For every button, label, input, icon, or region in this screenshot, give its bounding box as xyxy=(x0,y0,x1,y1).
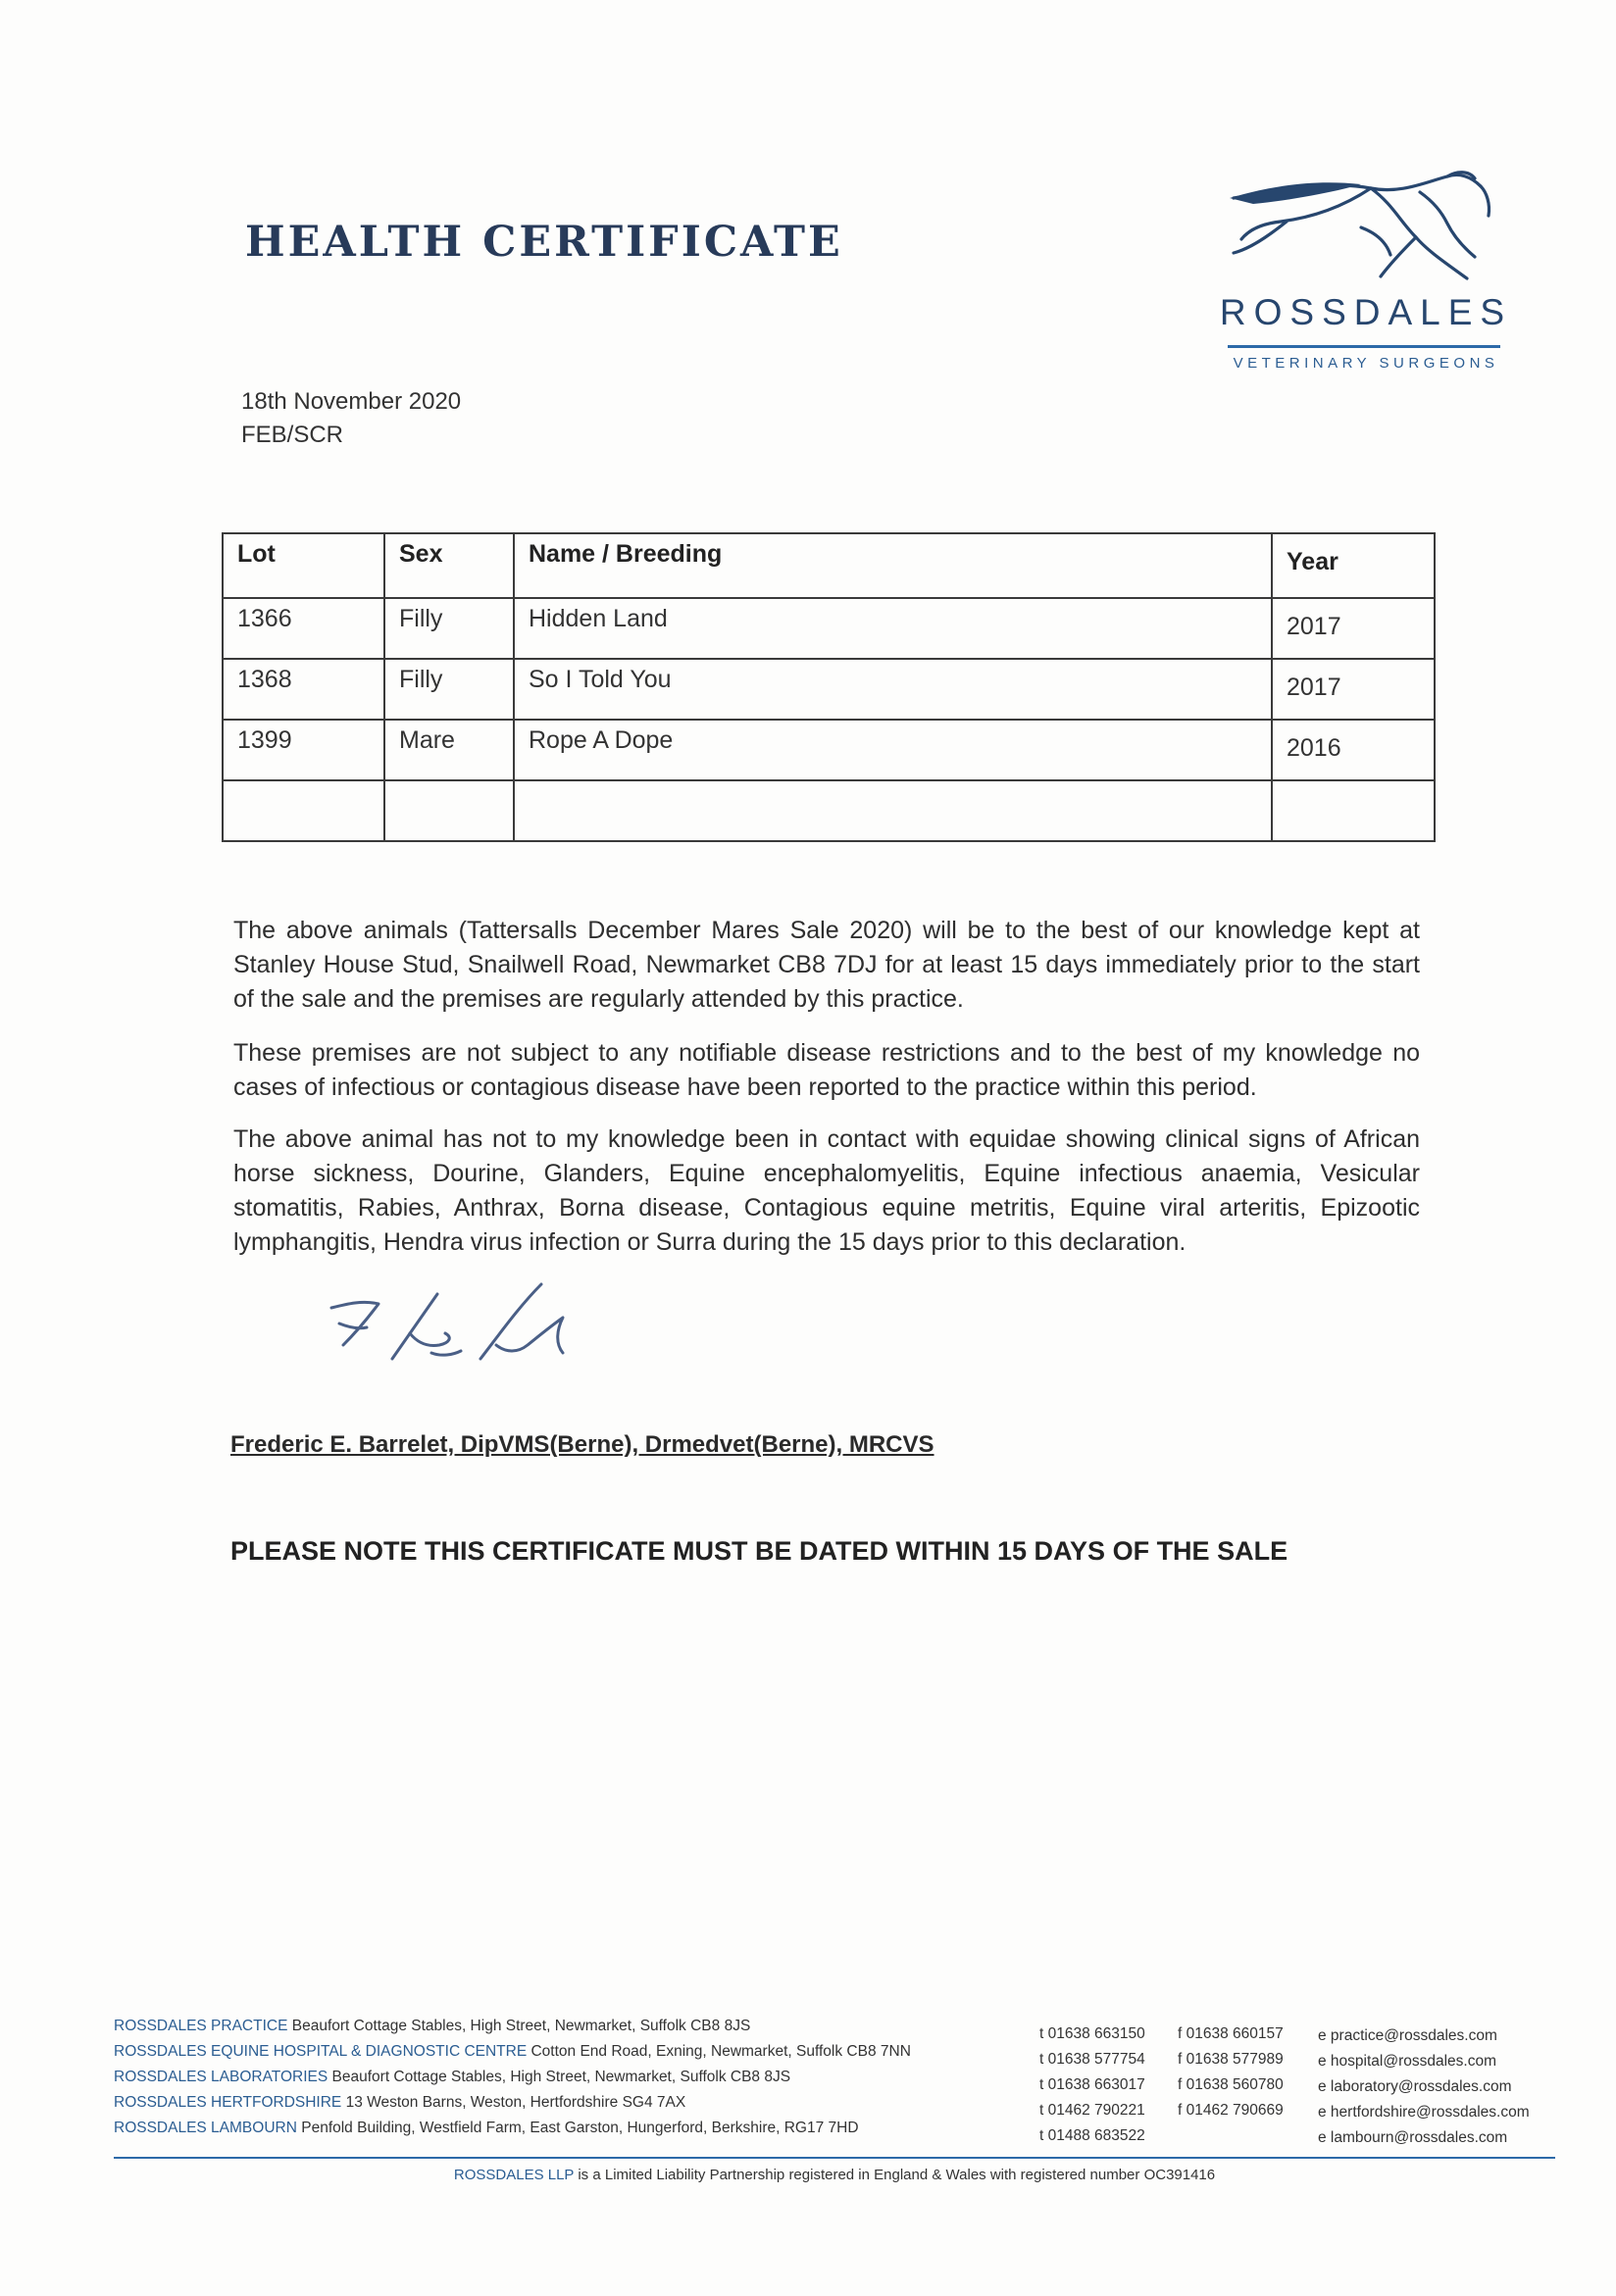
table-row xyxy=(223,720,1435,780)
office-fax: f 01462 790669 xyxy=(1178,2102,1284,2119)
office-address: 13 Weston Barns, Weston, Hertfordshire SG4 7AX xyxy=(345,2094,686,2111)
lot-cell: 1399 xyxy=(223,720,384,780)
column-header-year: Year xyxy=(1272,533,1435,598)
office-fax: f 01638 660157 xyxy=(1178,2025,1284,2042)
office-telephone: t 01638 577754 xyxy=(1039,2051,1145,2068)
footer-divider xyxy=(114,2157,1555,2159)
handwritten-signature xyxy=(324,1274,657,1382)
year-cell: 2017 xyxy=(1272,598,1435,659)
office-telephone: t 01638 663017 xyxy=(1039,2076,1145,2093)
galloping-horse-icon xyxy=(1224,169,1498,296)
office-address: Cotton End Road, Exning, Newmarket, Suffolk CB8 7NN xyxy=(530,2043,911,2060)
office-telephone: t 01462 790221 xyxy=(1039,2102,1145,2119)
signatory-name: Frederic E. Barrelet, DipVMS(Berne), Drmedvet(Berne), MRCVS xyxy=(230,1431,934,1458)
office-brand: ROSSDALES HERTFORDSHIRE xyxy=(114,2094,342,2111)
office-address: Beaufort Cottage Stables, High Street, Newmarket, Suffolk CB8 8JS xyxy=(331,2069,791,2085)
logo-divider xyxy=(1228,345,1500,348)
table-header-row xyxy=(223,533,1435,598)
document-title: HEALTH CERTIFICATE xyxy=(245,218,843,267)
office-address: Penfold Building, Westfield Farm, East Garston, Hungerford, Berkshire, RG17 7HD xyxy=(301,2120,859,2136)
column-header-lot: Lot xyxy=(223,533,384,598)
registration-statement xyxy=(114,2167,1555,2183)
footer-office-row xyxy=(114,2120,1555,2145)
name-cell: So I Told You xyxy=(514,659,1272,720)
lot-cell: 1368 xyxy=(223,659,384,720)
office-email: e lambourn@rossdales.com xyxy=(1318,2129,1508,2146)
registration-brand: ROSSDALES LLP xyxy=(453,2167,575,2183)
office-brand: ROSSDALES EQUINE HOSPITAL & DIAGNOSTIC CENTRE xyxy=(114,2043,528,2060)
year-cell: 2016 xyxy=(1272,720,1435,780)
name-cell xyxy=(514,780,1272,841)
office-email: e laboratory@rossdales.com xyxy=(1318,2078,1512,2095)
footer-office-row xyxy=(114,2094,1555,2120)
office-email: e practice@rossdales.com xyxy=(1318,2027,1497,2044)
table-row-empty xyxy=(223,780,1435,841)
name-cell: Rope A Dope xyxy=(514,720,1272,780)
logo-subtitle: VETERINARY SURGEONS xyxy=(1233,355,1499,372)
lot-cell: 1366 xyxy=(223,598,384,659)
year-cell xyxy=(1272,780,1435,841)
certificate-reference: FEB/SCR xyxy=(241,422,344,448)
lots-table xyxy=(222,532,1436,842)
footer-office-row xyxy=(114,2043,1555,2069)
logo-wordmark: ROSSDALES xyxy=(1219,292,1513,332)
body-paragraph-3: The above animal has not to my knowledge been in contact with equidae showing clinical signs of African horse sickness, Dourine, Glanders, Equine encephalomyelitis, Equine infectious anaemia, Vesicular stomatitis, Rabies, Anthrax, Borna disease, Contagious equine metritis, Equine viral arteritis, Epizootic lymphangitis, Hendra virus infection or Surra during the 15 days prior to this declaration. xyxy=(233,1125,1420,1256)
table-row xyxy=(223,598,1435,659)
sex-cell: Mare xyxy=(384,720,514,780)
name-cell: Hidden Land xyxy=(514,598,1272,659)
certificate-date: 18th November 2020 xyxy=(241,388,462,415)
year-cell: 2017 xyxy=(1272,659,1435,720)
column-header-name-breeding: Name / Breeding xyxy=(514,533,1272,598)
registration-text: is a Limited Liability Partnership registered in England & Wales with registered number OC391416 xyxy=(578,2167,1216,2183)
office-email: e hospital@rossdales.com xyxy=(1318,2053,1497,2070)
office-fax: f 01638 577989 xyxy=(1178,2051,1284,2068)
sex-cell xyxy=(384,780,514,841)
office-telephone: t 01488 683522 xyxy=(1039,2127,1145,2144)
office-brand: ROSSDALES LAMBOURN xyxy=(114,2120,297,2136)
lot-cell xyxy=(223,780,384,841)
office-telephone: t 01638 663150 xyxy=(1039,2025,1145,2042)
footer-office-row xyxy=(114,2069,1555,2094)
sex-cell: Filly xyxy=(384,598,514,659)
footer-office-row xyxy=(114,2018,1555,2043)
office-brand: ROSSDALES PRACTICE xyxy=(114,2018,288,2034)
sex-cell: Filly xyxy=(384,659,514,720)
table-row xyxy=(223,659,1435,720)
office-fax: f 01638 560780 xyxy=(1178,2076,1284,2093)
office-email: e hertfordshire@rossdales.com xyxy=(1318,2104,1530,2121)
footer-contacts xyxy=(114,2018,1555,2145)
body-paragraph-2: These premises are not subject to any notifiable disease restrictions and to the best of my knowledge no cases of infectious or contagious disease have been reported to the practice within this period. xyxy=(233,1039,1420,1101)
body-paragraph-1: The above animals (Tattersalls December Mares Sale 2020) will be to the best of our knowledge kept at Stanley House Stud, Snailwell Road, Newmarket CB8 7DJ for at least 15 days immediately prior to the start of the sale and the premises are regularly attended by this practice. xyxy=(233,917,1420,1013)
column-header-sex: Sex xyxy=(384,533,514,598)
office-address: Beaufort Cottage Stables, High Street, Newmarket, Suffolk CB8 8JS xyxy=(291,2018,751,2034)
dating-notice: PLEASE NOTE THIS CERTIFICATE MUST BE DATED WITHIN 15 DAYS OF THE SALE xyxy=(230,1536,1288,1566)
office-brand: ROSSDALES LABORATORIES xyxy=(114,2069,328,2085)
